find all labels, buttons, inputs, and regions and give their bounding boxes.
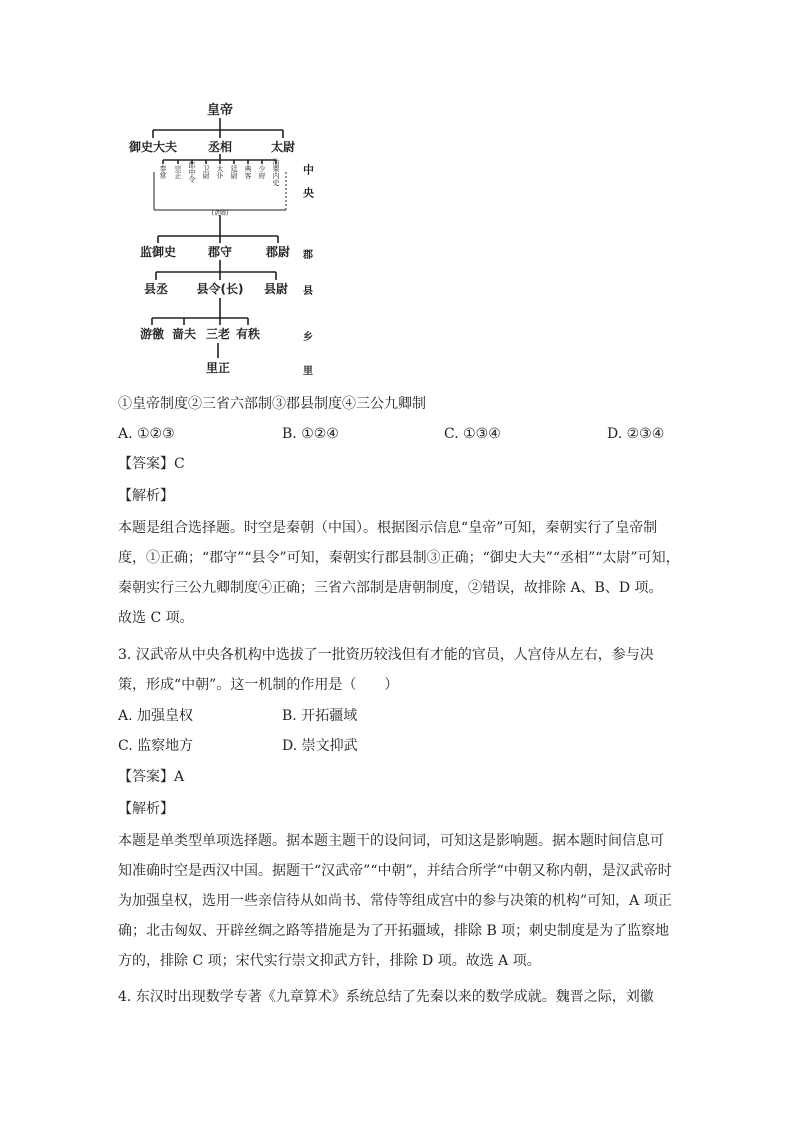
side-label-central: 中央 xyxy=(301,164,315,210)
q3-stem-line: 策，形成“中朝”。这一机制的作用是（ ） xyxy=(118,677,399,693)
diagram-jun-2: 郡守 xyxy=(207,245,233,259)
q2-option-b: B. ①②④ xyxy=(282,426,339,442)
q3-analysis-label: 【解析】 xyxy=(118,801,174,817)
q2-analysis-line: 秦朝实行三公九卿制度④正确；三省六部制是唐朝制度，②错误，故排除 A、B、D 项。 xyxy=(118,580,663,596)
q2-analysis-label: 【解析】 xyxy=(118,488,174,504)
q3-analysis-line: 确；北击匈奴、开辟丝绸之路等措施是为了开拓疆域，排除 B 项；刺史制度是为了监察地 xyxy=(118,923,670,939)
side-label-xiang: 乡 xyxy=(303,332,313,343)
q3-analysis-line: 方的，排除 C 项；宋代实行崇文抑武方针，排除 D 项。故选 A 项。 xyxy=(118,953,541,969)
q2-answer: 【答案】C xyxy=(118,456,185,472)
minister-2: 宗正 xyxy=(174,165,182,179)
q2-option-c: C. ①③④ xyxy=(444,426,501,442)
diagram-jun-3: 郡尉 xyxy=(265,245,291,259)
q4-stem xyxy=(118,982,678,1012)
q3-analysis xyxy=(118,826,678,976)
diagram-central-2: 丞相 xyxy=(207,140,233,154)
diagram-xiang-3: 三老 xyxy=(205,327,231,341)
q3-option-a: A. 加强皇权 xyxy=(118,708,194,724)
q2-analysis xyxy=(118,513,678,633)
qin-government-diagram xyxy=(118,100,328,385)
q4-stem-line: 4. 东汉时出现数学专著《九章算术》系统总结了先秦以来的数学成就。魏晋之际，刘徽 xyxy=(118,989,654,1005)
q2-option-d: D. ②③④ xyxy=(607,426,665,442)
minister-7: 典客 xyxy=(244,165,252,179)
diagram-xiang-4: 有秩 xyxy=(235,327,261,341)
q3-analysis-line: 知准确时空是西汉中国。据题干“汉武帝”“中朝”，并结合所学“中朝又称内朝，是汉武帝时 xyxy=(118,863,672,879)
diagram-xian-3: 县尉 xyxy=(263,282,289,296)
diagram-jun-1: 监御史 xyxy=(139,245,177,259)
minister-4: 卫尉 xyxy=(202,165,210,179)
q2-analysis-line: 故选 C 项。 xyxy=(118,610,194,626)
minister-6: 廷尉 xyxy=(230,165,238,179)
q3-stem xyxy=(118,640,678,700)
minister-9: 治粟内史 xyxy=(272,158,280,186)
diagram-xiang-2: 啬夫 xyxy=(171,327,197,341)
diagram-central-1: 御史大夫 xyxy=(128,140,178,154)
side-label-xian: 县 xyxy=(303,286,313,297)
minister-5: 太仆 xyxy=(216,165,224,179)
q2-option-a: A. ①②③ xyxy=(118,426,175,442)
side-label-li: 里 xyxy=(303,366,313,377)
q3-option-b: B. 开拓疆域 xyxy=(282,708,358,724)
q2-analysis-line: 本题是组合选择题。时空是秦朝（中国）。根据图示信息“皇帝”可知，秦朝实行了皇帝制 xyxy=(118,520,658,536)
diagram-top: 皇帝 xyxy=(206,103,234,118)
q3-stem-line: 3. 汉武帝从中央各机构中选拔了一批资历较浅但有才能的官员，人宫侍从左右，参与决 xyxy=(118,647,654,663)
diagram-central-3: 太尉 xyxy=(270,140,296,154)
q3-option-c: C. 监察地方 xyxy=(118,738,194,754)
q2-items-line: ①皇帝制度②三省六部制③郡县制度④三公九卿制 xyxy=(118,396,426,412)
diagram-village: 里正 xyxy=(205,361,231,375)
q3-answer: 【答案】A xyxy=(118,769,185,785)
minister-3: 郎中令 xyxy=(188,161,196,183)
side-label-jun: 郡 xyxy=(303,250,313,261)
diagram-xian-2: 县令(长) xyxy=(196,282,244,296)
q2-analysis-line: 度，①正确；“郡守”“县令”可知，秦朝实行郡县制③正确；“御史大夫”“丞相”“太尉”可知， xyxy=(118,550,680,566)
q3-analysis-line: 为加强皇权，选用一些亲信待从如尚书、常侍等组成宫中的参与决策的机构”可知，A 项正 xyxy=(118,893,672,909)
diagram-xian-1: 县丞 xyxy=(143,282,169,296)
diagram-xiang-1: 游徼 xyxy=(139,327,165,341)
diagram-bracket-label: (诸卿) xyxy=(211,210,229,217)
q3-option-d: D. 崇文抑武 xyxy=(282,738,358,754)
minister-1: 奉常 xyxy=(159,165,167,179)
minister-8: 少府 xyxy=(258,165,266,179)
q3-analysis-line: 本题是单类型单项选择题。据本题主题干的设问词，可知这是影响题。据本题时间信息可 xyxy=(118,833,664,849)
